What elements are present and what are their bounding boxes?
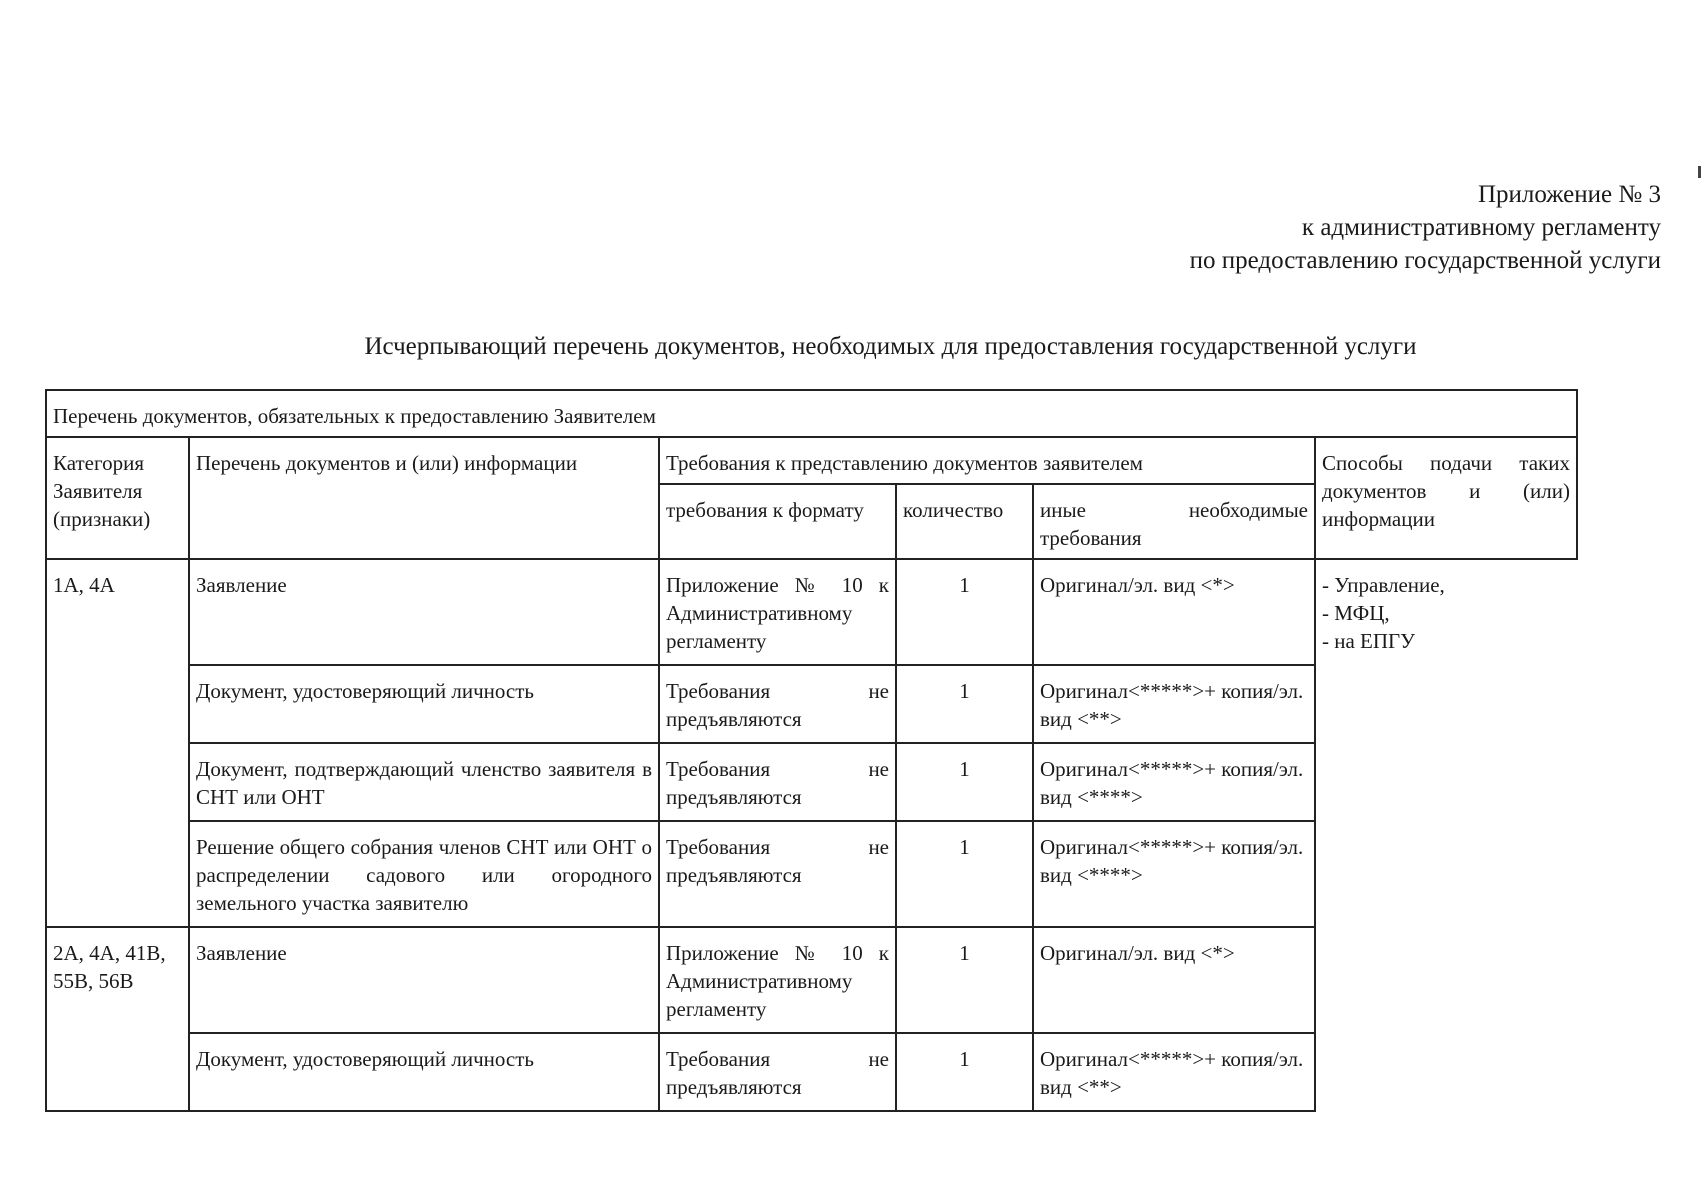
- other-requirements-cell: Оригинал<*****>+ копия/эл. вид <**>: [1033, 1033, 1315, 1111]
- quantity-cell: 1: [896, 821, 1033, 927]
- header-requirements: Требования к представлению документов заявителем: [659, 437, 1315, 484]
- quantity-cell: 1: [896, 743, 1033, 821]
- category-cell: 1А, 4А: [46, 559, 189, 927]
- header-format: требования к формату: [659, 484, 896, 559]
- document-cell: Документ, подтверждающий членство заявителя в СНТ или ОНТ: [189, 743, 659, 821]
- appendix-line: Приложение № 3: [1477, 181, 1661, 208]
- other-requirements-cell: Оригинал<*****>+ копия/эл. вид <****>: [1033, 821, 1315, 927]
- method-item: - на ЕПГУ: [1322, 629, 1416, 653]
- section-title: Перечень документов, обязательных к предоставлению Заявителем: [46, 390, 1577, 437]
- format-cell: Приложение № 10 к Административному регламенту: [659, 559, 896, 665]
- quantity-cell: 1: [896, 559, 1033, 665]
- quantity-cell: 1: [896, 1033, 1033, 1111]
- method-item: - Управление,: [1322, 573, 1445, 597]
- format-cell: Требования не предъявляются: [659, 1033, 896, 1111]
- document-title: Исчерпывающий перечень документов, необходимых для предоставления государственной услуги: [364, 333, 1417, 360]
- category-cell: 2А, 4А, 41В, 55В, 56В: [46, 927, 189, 1111]
- method-item: - МФЦ,: [1322, 601, 1390, 625]
- appendix-line: к административному регламенту: [1301, 214, 1661, 241]
- other-requirements-cell: Оригинал<*****>+ копия/эл. вид <**>: [1033, 665, 1315, 743]
- documents-table: [45, 389, 1578, 1112]
- format-cell: Приложение № 10 к Административному регламенту: [659, 927, 896, 1033]
- header-methods: Способы подачи таких документов и (или) информации: [1315, 437, 1577, 559]
- other-requirements-cell: Оригинал/эл. вид <*>: [1033, 559, 1315, 665]
- document-cell: Решение общего собрания членов СНТ или ОНТ о распределении садового или огородного земельного участка заявителю: [189, 821, 659, 927]
- format-cell: Требования не предъявляются: [659, 743, 896, 821]
- other-requirements-cell: Оригинал/эл. вид <*>: [1033, 927, 1315, 1033]
- header-category: Категория Заявителя (признаки): [46, 437, 189, 559]
- header-documents: Перечень документов и (или) информации: [189, 437, 659, 559]
- quantity-cell: 1: [896, 927, 1033, 1033]
- appendix-header: [1190, 178, 1661, 277]
- quantity-cell: 1: [896, 665, 1033, 743]
- document-cell: Заявление: [189, 927, 659, 1033]
- other-requirements-cell: Оригинал<*****>+ копия/эл. вид <****>: [1033, 743, 1315, 821]
- format-cell: Требования не предъявляются: [659, 665, 896, 743]
- document-cell: Документ, удостоверяющий личность: [189, 665, 659, 743]
- document-cell: Документ, удостоверяющий личность: [189, 1033, 659, 1111]
- header-other: иные необходимые требования: [1033, 484, 1315, 559]
- appendix-line: по предоставлению государственной услуги: [1189, 247, 1661, 274]
- document-cell: Заявление: [189, 559, 659, 665]
- header-quantity: количество: [896, 484, 1033, 559]
- submission-methods-cell: [1315, 559, 1577, 1111]
- format-cell: Требования не предъявляются: [659, 821, 896, 927]
